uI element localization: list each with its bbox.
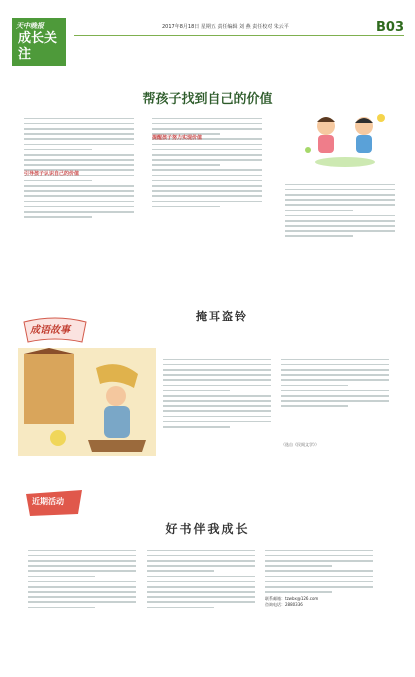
lead-article-title: 帮孩子找到自己的价值 <box>142 92 273 107</box>
lead-subhead-2: 提醒孩子努力实现价值 <box>152 135 203 141</box>
story-section-label: 成语故事 <box>30 325 70 336</box>
lead-article-column-1 <box>24 114 134 264</box>
story-illustration <box>18 348 156 456</box>
section-name: 成长关注 <box>18 31 58 62</box>
section-logo <box>12 18 66 66</box>
event-contact-phone: 咨询电话：2880336 <box>265 602 303 608</box>
event-title: 好书伴我成长 <box>165 522 250 536</box>
story-column-1 <box>163 355 271 465</box>
lead-article-column-3 <box>285 180 395 265</box>
story-source: （选自《民间文学》） <box>281 442 319 447</box>
children-illustration <box>296 110 396 172</box>
story-title: 掩耳盗铃 <box>196 310 248 323</box>
event-section-label: 近期活动 <box>32 497 64 506</box>
masthead <box>12 18 404 68</box>
story-column-2 <box>281 355 389 465</box>
masthead-rule <box>74 35 404 36</box>
paper-name: 天中晚报 <box>16 22 44 30</box>
event-column-2 <box>147 546 255 654</box>
page-code: B03 <box>376 20 404 35</box>
event-section-banner <box>24 490 84 516</box>
event-contact-email: 联系邮箱：tzwbx@126.com <box>265 596 319 602</box>
story-section-banner <box>20 316 90 346</box>
lead-subhead-1: 引导孩子认识自己的价值 <box>24 171 80 177</box>
issue-meta: 2017年8月18日 星期五 责任编辑 刘 燕 责任校对 朱云平 <box>162 24 289 30</box>
event-column-3 <box>265 546 373 654</box>
event-column-1 <box>28 546 136 654</box>
